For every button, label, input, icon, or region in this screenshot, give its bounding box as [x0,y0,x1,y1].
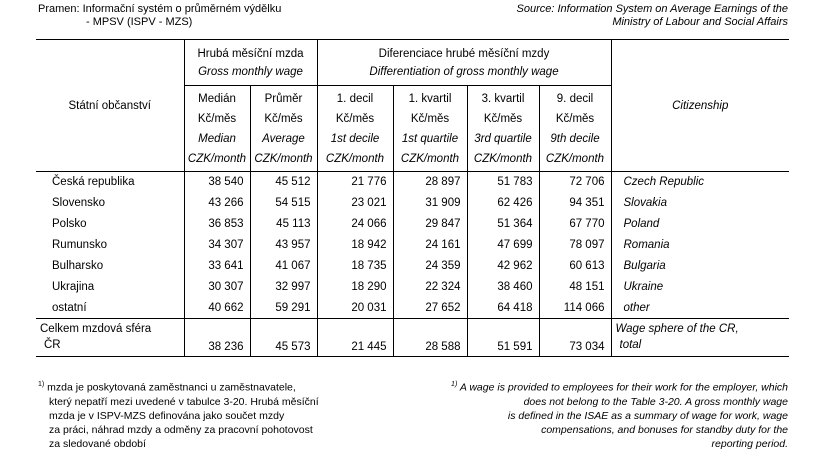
cell: 24 161 [393,235,467,256]
footnote-cz-line4: za práci, náhrad mzdy a odměny za pracovní pohotovost [49,423,313,436]
cell: 22 324 [393,277,467,298]
col-en: Median [198,132,236,145]
cell: 36 853 [184,214,250,235]
cell: 24 359 [393,256,467,277]
col-unit-en: CZK/month [400,152,460,165]
cell: 20 031 [317,298,393,319]
row-country-en: Slovakia [611,193,789,214]
col-cz: 1. kvartil [408,92,452,105]
cell: 41 067 [250,256,317,277]
row-country-en: Poland [611,214,789,235]
cell: 73 034 [539,319,611,357]
cell: 94 351 [539,193,611,214]
cell: 33 641 [184,256,250,277]
footnote-en-line3: is defined in the ISAE as a summary of wage for work, wage [507,409,788,422]
cell: 54 515 [250,193,317,214]
cell: 51 591 [467,319,539,357]
col-unit-en: CZK/month [473,152,533,165]
group-gross-en: Gross monthly wage [198,65,303,78]
col-header-average [250,86,317,172]
col-cz: 1. decil [336,92,374,105]
table-row [36,256,789,277]
col-en: 3rd quartile [474,132,532,145]
total-cz-line1: Celkem mzdová sféra [40,323,152,335]
col-header-median [184,86,250,172]
footnote-marker: 1) [451,381,458,388]
row-country-cz: Bulharsko [52,260,104,272]
cell: 48 151 [539,277,611,298]
total-row [36,319,789,357]
col-cz: 3. kvartil [481,92,525,105]
source-en-line2: Ministry of Labour and Social Affairs [612,16,788,28]
cell: 28 897 [393,172,467,193]
col-cz: Medián [198,92,236,105]
cell: 40 662 [184,298,250,319]
cell: 45 512 [250,172,317,193]
total-label-cz [36,319,184,357]
col-unit-en: CZK/month [187,152,247,165]
source-cz-line2: - MPSV (ISPV - MZS) [86,16,193,28]
table-row [36,172,789,193]
row-country-cz: ostatní [52,301,87,314]
cell: 30 307 [184,277,250,298]
cell: 23 021 [317,193,393,214]
group-diff-cz: Diferenciace hrubé měsíční mzdy [378,47,550,60]
cell: 34 307 [184,235,250,256]
col-cz: 9. decil [556,92,594,105]
cell: 38 460 [467,277,539,298]
footnote-cz [38,378,338,451]
cell: 21 776 [317,172,393,193]
footnote-cz-line5: za sledované období [49,437,146,450]
cell: 72 706 [539,172,611,193]
cell: 78 097 [539,235,611,256]
cell: 42 962 [467,256,539,277]
row-country-en: Czech Republic [611,172,789,193]
footnote-cz-line1: mzda je poskytovaná zaměstnanci u zaměstnavatele, [47,381,296,394]
row-country-cz: Polsko [52,218,87,230]
total-cz-line2: ČR [44,339,61,351]
row-country-cz: Slovensko [52,197,106,209]
col-en: 1st decile [330,132,380,145]
group-diff [317,40,611,86]
row-country-en: Ukraine [611,277,789,298]
source-en-line1: Source: Information System on Average Earnings of the [516,3,788,15]
cell: 18 942 [317,235,393,256]
table-row [36,214,789,235]
source-cz [38,3,281,29]
cell: 51 364 [467,214,539,235]
group-diff-en: Differentiation of gross monthly wage [369,65,559,78]
cell: 43 957 [250,235,317,256]
cell: 29 847 [393,214,467,235]
col-country-cz: Státní občanství [36,40,184,172]
footnote-marker: 1) [38,381,45,388]
footnote-en-line2: does not belong to the Table 3-20. A gross monthly wage [523,395,788,408]
cell: 21 445 [317,319,393,357]
footnote-en-line1: A wage is provided to employees for their work for the employer, which [459,381,788,394]
cell: 60 613 [539,256,611,277]
row-country-en: other [611,298,789,319]
row-country-cz: Česká republika [52,176,135,189]
footnote-en-line5: reporting period. [711,437,788,450]
cell: 51 783 [467,172,539,193]
col-en: 9th decile [550,132,600,145]
cell: 18 735 [317,256,393,277]
source-cz-line1: Pramen: Informační systém o průměrném výdělku [38,3,282,15]
table-row [36,193,789,214]
group-gross [184,40,317,86]
cell: 27 652 [393,298,467,319]
col-en: 1st quartile [401,132,459,145]
cell: 18 290 [317,277,393,298]
cell: 38 236 [184,319,250,357]
col-unit-cz: Kč/měs [335,112,375,125]
cell: 28 588 [393,319,467,357]
col-header-quartile1 [393,86,467,172]
col-header-decile9 [539,86,611,172]
row-country-en: Bulgaria [611,256,789,277]
row-country-cz: Rumunsko [52,239,107,251]
total-en-line2: total [619,339,642,351]
cell: 47 699 [467,235,539,256]
cell: 32 997 [250,277,317,298]
col-unit-cz: Kč/měs [555,112,595,125]
col-header-quartile3 [467,86,539,172]
col-unit-en: CZK/month [545,152,605,165]
footnote-cz-line3: mzda je v ISPV-MZS definována jako součet mzdy [49,409,285,422]
wage-table [36,39,789,357]
row-country-en: Romania [611,235,789,256]
col-unit-cz: Kč/měs [264,112,303,125]
footnote-en-line4: compensations, and bonuses for standby duty for the [541,423,788,436]
col-en: Average [262,132,305,145]
cell: 38 540 [184,172,250,193]
cell: 31 909 [393,193,467,214]
cell: 67 770 [539,214,611,235]
cell: 59 291 [250,298,317,319]
table-row [36,277,789,298]
source-en [517,3,788,29]
table-row [36,298,789,319]
cell: 64 418 [467,298,539,319]
col-unit-cz: Kč/měs [410,112,450,125]
col-unit-cz: Kč/měs [197,112,237,125]
table-row [36,235,789,256]
col-unit-en: CZK/month [325,152,385,165]
cell: 24 066 [317,214,393,235]
total-en-line1: Wage sphere of the CR, [615,323,739,335]
col-country-en: Citizenship [611,40,789,172]
row-country-cz: Ukrajina [52,281,95,293]
col-cz: Průměr [264,92,303,105]
total-label-en [611,319,789,357]
col-unit-cz: Kč/měs [483,112,523,125]
cell: 43 266 [184,193,250,214]
col-unit-en: CZK/month [254,152,313,165]
footnote-cz-line2: který nepatří mezi uvedené v tabulce 3-20. Hrubá měsíční [49,395,319,408]
cell: 114 066 [539,298,611,319]
group-gross-cz: Hrubá měsíční mzda [197,47,304,60]
cell: 45 113 [250,214,317,235]
col-header-decile1 [317,86,393,172]
cell: 45 573 [250,319,317,357]
cell: 62 426 [467,193,539,214]
footnote-en [408,378,788,451]
